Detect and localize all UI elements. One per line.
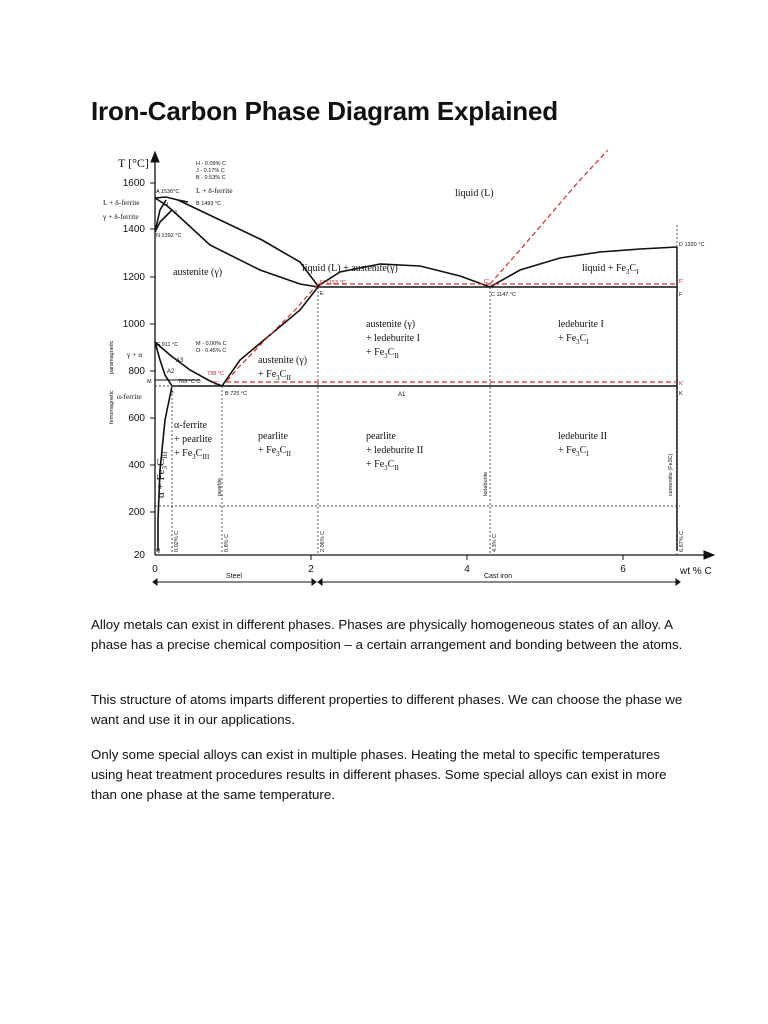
region-alpha-ferrite: α-ferrite	[174, 420, 207, 431]
y-tick: 1400	[122, 224, 145, 235]
region-alpha-fe3c: $\alpha + Fe_3C_{III}$	[155, 451, 169, 498]
point-e-prime: E' 1153 °C	[320, 280, 346, 286]
point-f: F	[679, 292, 683, 298]
region-alpha-ferrite: + pearlite	[174, 434, 213, 445]
point-n: N 1392 °C	[156, 233, 182, 239]
region-pearlite-ledeburite: + $Fe_3C_{II}$	[366, 459, 399, 472]
region-austenite-ledeburite: + $Fe_3C_{II}$	[366, 347, 399, 360]
region-austenite: austenite (γ)	[173, 267, 223, 278]
vertical-label: 4.3% C	[492, 533, 498, 552]
side-label: γ + δ-ferrite	[103, 212, 139, 221]
y-tick: 20	[133, 550, 145, 561]
a1-label: A1	[398, 392, 406, 398]
point-e: E	[320, 291, 324, 297]
composition-note: O - 0.45% C	[196, 348, 227, 354]
point-c: C 1147 °C	[491, 292, 517, 298]
composition-note: H - 0.09% C	[196, 161, 226, 167]
x-tick: 4	[464, 564, 470, 575]
vertical-label: 2.06% C	[320, 530, 326, 552]
page-title: Iron-Carbon Phase Diagram Explained	[91, 96, 558, 126]
point-k-prime: K'	[679, 381, 684, 387]
paramagnetic-label: paramagnetic	[109, 340, 115, 374]
region-pearlite: pearlite	[258, 431, 288, 442]
point-f-prime: F'	[679, 279, 684, 285]
y-tick: 200	[128, 507, 145, 518]
y-axis-arrow	[151, 152, 159, 162]
vertical-label: ledeburite	[483, 471, 489, 496]
a3-label: A3	[176, 358, 184, 364]
x-tick: 2	[308, 564, 314, 575]
y-tick: 600	[128, 413, 145, 424]
composition-note: M - 0.00% C	[196, 341, 227, 347]
point-m: M	[147, 379, 152, 385]
x-axis-arrow	[704, 551, 714, 559]
side-label: L + δ-ferrite	[196, 186, 233, 195]
cast-iron-range-label: Cast iron	[483, 573, 513, 580]
x-tick: 0	[152, 564, 158, 575]
point-h: H	[164, 202, 168, 208]
point-s-temp: 738 °C	[207, 371, 224, 377]
region-pearlite-ledeburite: pearlite	[366, 431, 396, 442]
point-p: P	[170, 391, 174, 397]
region-austenite-fe3c: austenite (γ)	[258, 355, 308, 366]
paragraph: This structure of atoms imparts different properties to different phases. We can choose the phase we want and use it in our applications.	[91, 692, 683, 727]
x-axis-label: wt % C	[680, 566, 712, 577]
paragraph: Alloy metals can exist in different phases. Phases are physically homogeneous states of an alloy. A phase has a precise chemical composition – a certain arrangement and bonding between the atoms.	[91, 617, 683, 652]
ferromagnetic-label: ferromagnetic	[109, 390, 115, 424]
point-j: J	[174, 210, 177, 216]
y-tick: 1000	[122, 319, 145, 330]
composition-note: J - 0.17% C	[196, 168, 225, 174]
region-liquid: liquid (L)	[455, 188, 494, 199]
point-d: D 1320 °C	[679, 242, 705, 248]
y-tick: 1200	[122, 272, 145, 283]
region-pearlite: + $Fe_3C_{II}$	[258, 445, 291, 458]
region-pearlite-ledeburite: + ledeburite II	[366, 445, 424, 456]
region-ledeburite-1: ledeburite I	[558, 319, 604, 330]
point-g: G 911 °C	[156, 342, 179, 348]
point-b-725: B 725 °C	[225, 391, 248, 397]
region-alpha-ferrite: + $Fe_3C_{III}$	[174, 448, 210, 461]
a2-label: A2	[167, 369, 175, 375]
point-q: Q	[156, 548, 161, 554]
region-ledeburite-2: + $Fe_3C_I$	[558, 445, 589, 458]
point-c-prime: C'	[484, 279, 490, 285]
paragraph: Only some special alloys can exist in multiple phases. Heating the metal to specific temperatures using heat treatment procedures results in different phases. Some special alloys can exist in more than one phase at the same temperature.	[91, 747, 667, 802]
point-s-prime: S'	[214, 381, 219, 387]
point-o: 769 °C O	[178, 379, 201, 385]
vertical-label: 6.67% C	[679, 530, 685, 552]
steel-range-label: Steel	[226, 573, 242, 580]
vertical-label: 0.8% C	[224, 533, 230, 552]
region-ledeburite-2: ledeburite II	[558, 431, 608, 442]
region-austenite-fe3c: + $Fe_3C_{II}$	[258, 369, 291, 382]
vertical-label: 0.02% C	[174, 530, 180, 552]
y-tick: 1600	[122, 178, 145, 189]
side-label: L + δ-ferrite	[103, 198, 140, 207]
x-tick: 6	[620, 564, 626, 575]
point-a: A 1536°C	[156, 189, 180, 195]
region-liquid-austenite: liquid (L) + austenite(γ)	[302, 263, 398, 274]
region-austenite-ledeburite: + ledeburite I	[366, 333, 420, 344]
vertical-label: cementite (Fe3C)	[668, 453, 674, 496]
side-label: γ + α	[127, 350, 143, 359]
vertical-label: pearlite	[217, 477, 223, 496]
y-tick: 400	[128, 460, 145, 471]
region-ledeburite-1: + $Fe_3C_I$	[558, 333, 589, 346]
point-b: B 1493 °C	[196, 201, 222, 207]
region-austenite-ledeburite: austenite (γ)	[366, 319, 416, 330]
y-axis-label: T [°C]	[118, 156, 149, 170]
y-tick: 800	[128, 366, 145, 377]
point-k: K	[679, 391, 683, 397]
side-label: α-ferrite	[117, 392, 142, 401]
composition-note: B - 0.53% C	[196, 175, 226, 181]
graphite-acm	[226, 284, 318, 382]
region-liquid-fe3c: liquid + $Fe_3C_I$	[582, 263, 639, 276]
